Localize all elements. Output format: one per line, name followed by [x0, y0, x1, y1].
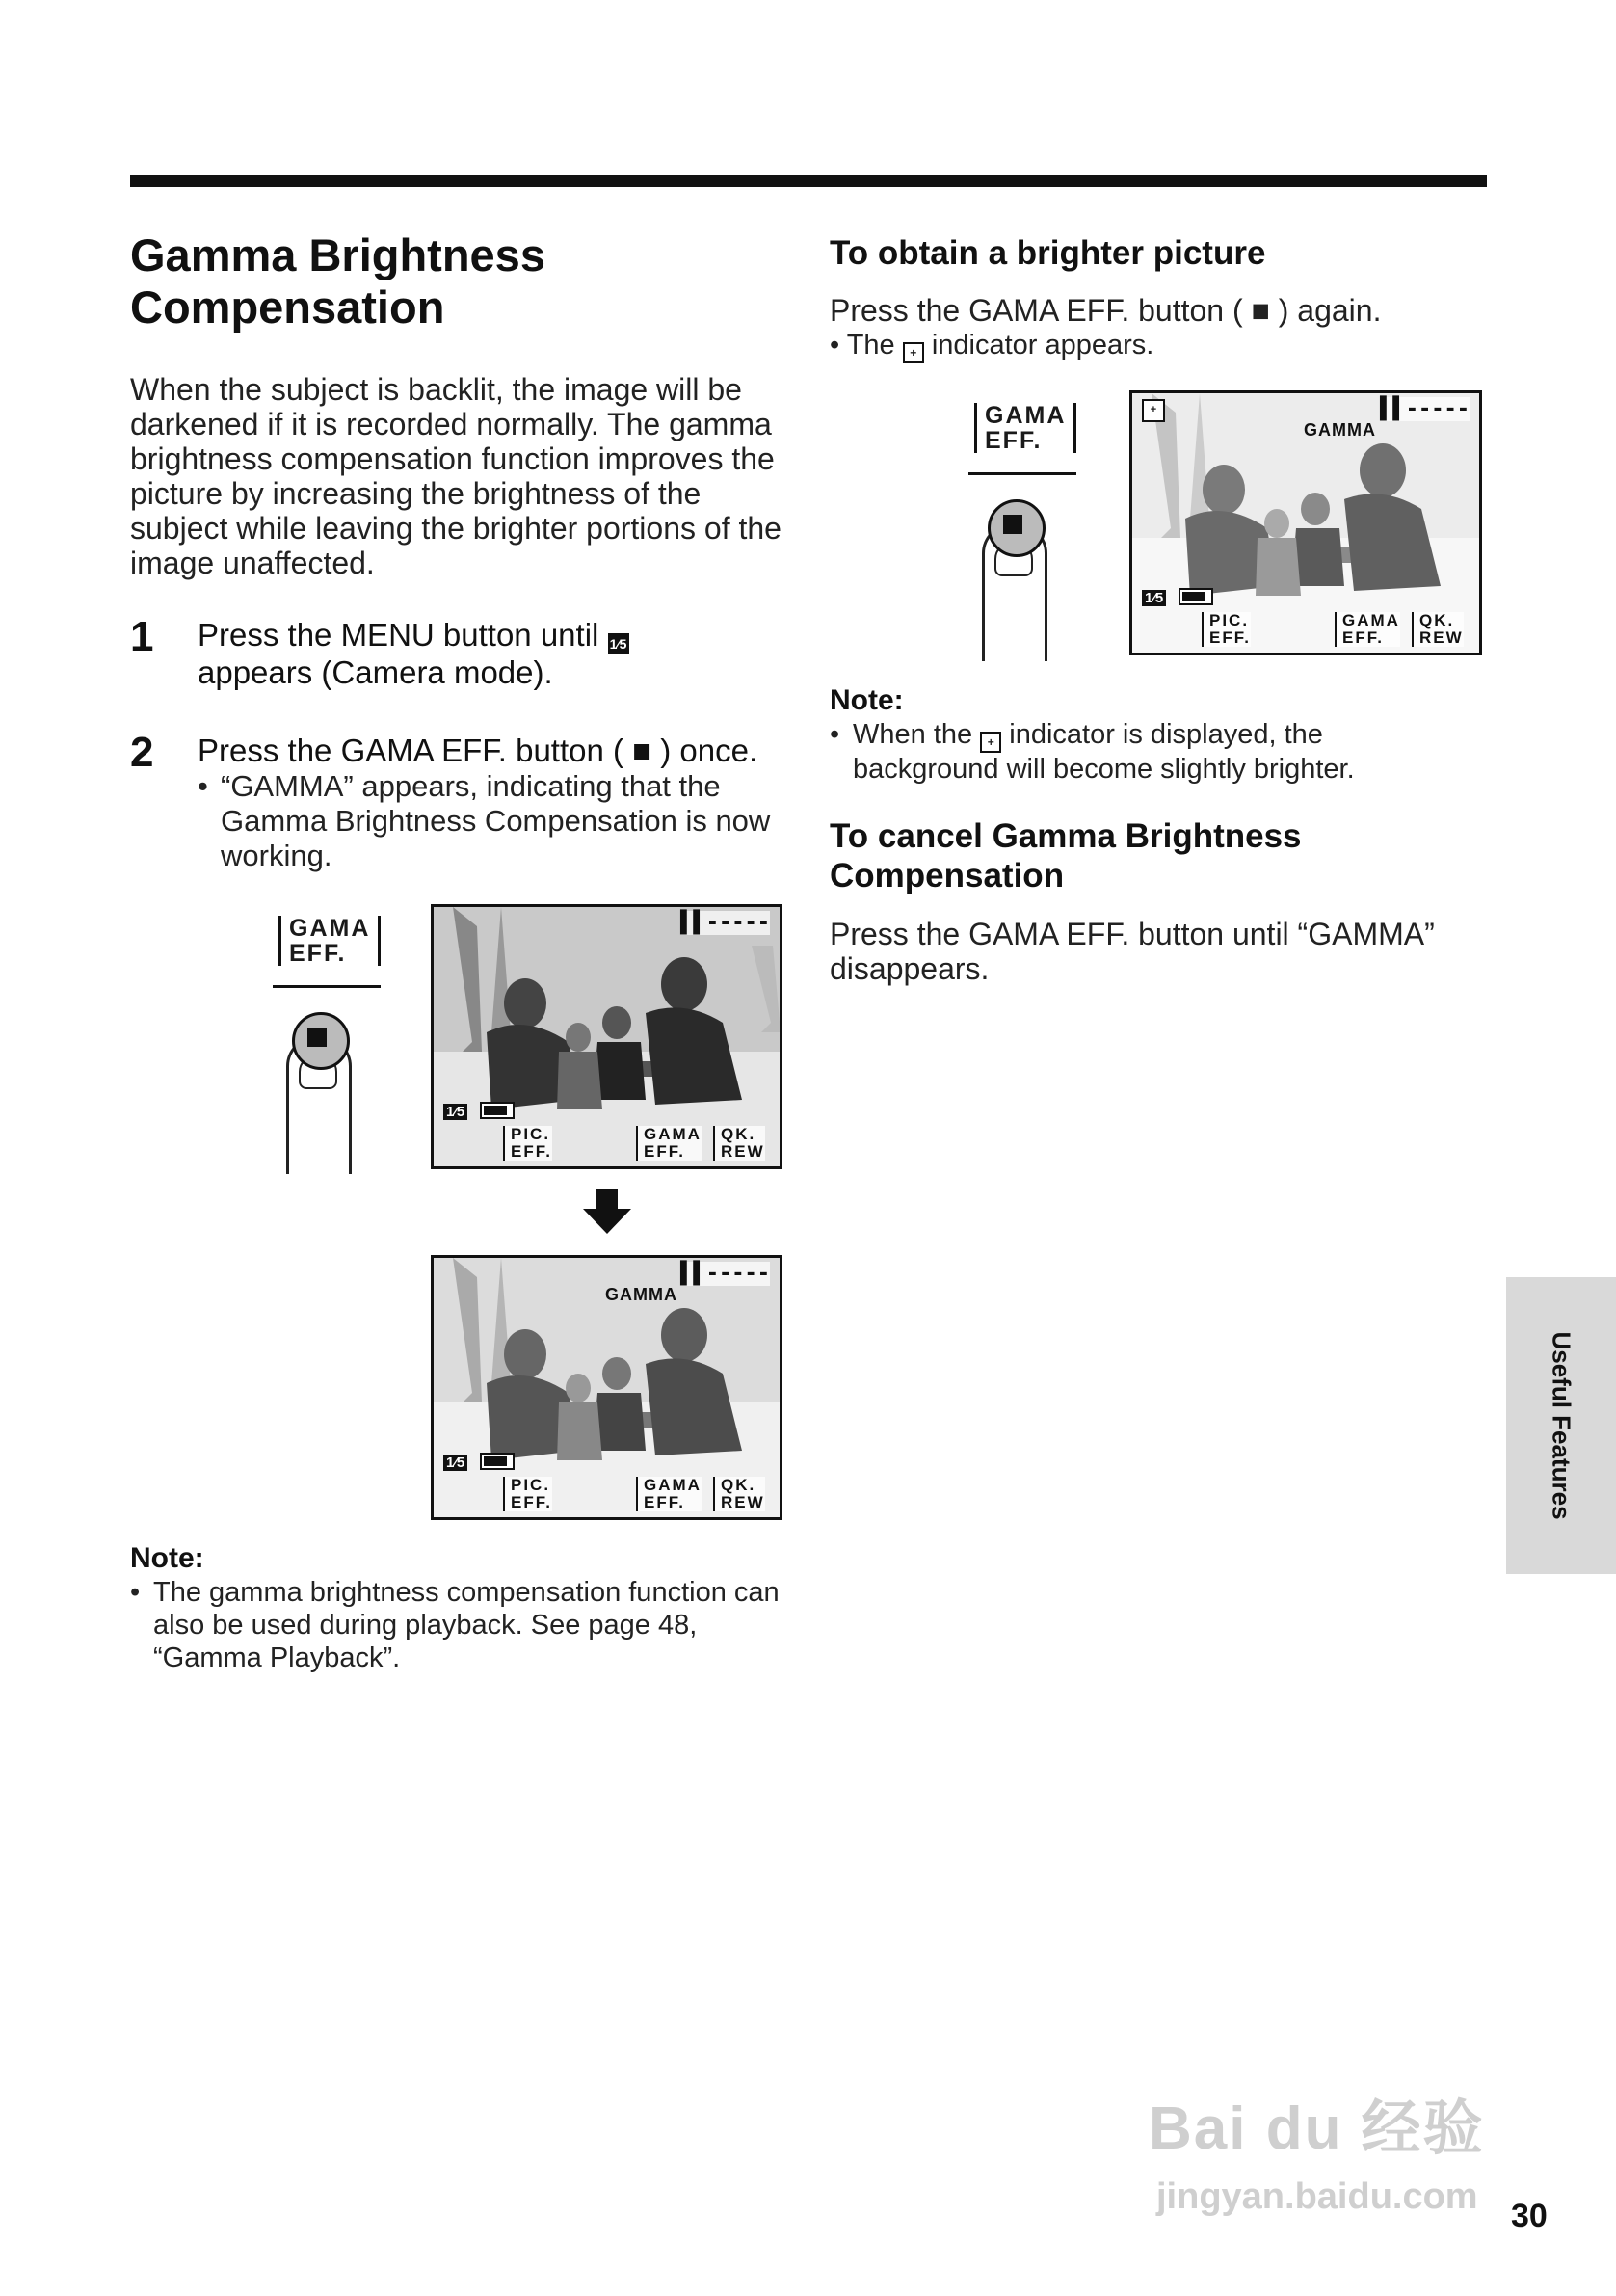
softkey-pic-eff: PIC. EFF. — [1202, 612, 1251, 647]
gama-eff-button-figure — [273, 916, 388, 1176]
step-number: 2 — [130, 729, 154, 776]
step-number: 1 — [130, 613, 154, 660]
mode-icon: 1⁄5 — [443, 1455, 467, 1471]
softkey-gama-eff: GAMA EFF. — [636, 1126, 702, 1161]
gamma-plus-icon: + — [903, 342, 924, 363]
cancel-heading: To cancel Gamma Brightness Compensation — [830, 817, 1302, 894]
brighter-text: Press the GAMA EFF. button ( ■ ) again. — [830, 293, 1382, 328]
button-label: GAMA EFF. — [278, 916, 381, 966]
brighter-heading: To obtain a brighter picture — [830, 234, 1266, 272]
softkey-pic-eff: PIC. EFF. — [503, 1126, 552, 1161]
watermark: Bai du 经验 jingyan.baidu.com — [1149, 2096, 1485, 2217]
softkey-qk-rew: QK. REW — [1412, 612, 1464, 647]
softkey-qk-rew: QK. REW — [713, 1477, 765, 1511]
battery-icon — [480, 1453, 515, 1470]
battery-icon — [480, 1102, 515, 1119]
list-item: • “GAMMA” appears, indicating that the Gamma Brightness Compensation is now working. — [198, 769, 771, 872]
note-heading: Note: — [130, 1542, 204, 1574]
gamma-label: GAMMA — [1304, 420, 1376, 440]
gamma-plus-icon: + — [980, 732, 1001, 753]
softkey-gama-eff: GAMA EFF. — [636, 1477, 702, 1511]
page-number: 30 — [1511, 2198, 1548, 2234]
timecode-display: ▌▌----- — [1380, 397, 1470, 421]
softkey-gama-eff: GAMA EFF. — [1335, 612, 1400, 647]
step-1 — [130, 613, 805, 704]
mode-icon: 1⁄5 — [443, 1104, 467, 1120]
stop-square-icon — [1003, 515, 1022, 534]
softkey-qk-rew: QK. REW — [713, 1126, 765, 1161]
side-tab-label: Useful Features — [1547, 1331, 1576, 1520]
timecode-display: ▌▌----- — [680, 911, 770, 935]
gamma-label: GAMMA — [605, 1285, 677, 1304]
step-text: Press the MENU button until 1⁄5 appears (Camera mode). — [198, 617, 814, 691]
note-text: • The gamma brightness compensation function can also be used during playback. See page 48, “Gamma Playback”. — [130, 1577, 780, 1673]
brighter-bullet: • The + indicator appears. — [830, 328, 1446, 363]
battery-icon — [1179, 588, 1213, 605]
down-arrow-icon — [583, 1189, 631, 1234]
timecode-display: ▌▌----- — [680, 1262, 770, 1286]
gama-eff-button-figure — [968, 403, 1084, 663]
side-tab — [1506, 1277, 1616, 1574]
mode-icon: 1⁄5 — [1142, 590, 1166, 606]
mode-icon: 1⁄5 — [608, 633, 629, 654]
button-label: GAMA EFF. — [974, 403, 1076, 453]
note-heading: Note: — [830, 684, 904, 716]
lcd-screen-gamma — [431, 1255, 782, 1520]
stop-square-icon — [307, 1028, 327, 1047]
page-title: Gamma Brightness Compensation — [130, 229, 545, 333]
note-text: • When the + indicator is displayed, the background will become slightly brighter. — [830, 719, 1355, 785]
lcd-screen-brighter — [1129, 390, 1482, 655]
softkey-pic-eff: PIC. EFF. — [503, 1477, 552, 1511]
intro-paragraph: When the subject is backlit, the image will be darkened if it is recorded normally. The gamma brightness compensation function improves the picture by increasing the brightness of the subject while leaving the brighter portions of the image unaffected. — [130, 372, 782, 580]
gamma-plus-icon: + — [1142, 399, 1165, 422]
lcd-screen-before — [431, 904, 782, 1169]
step-2 — [130, 729, 805, 877]
step-text: Press the GAMA EFF. button ( ■ ) once. • “GAMMA” appears, indicating that the Gamma Brightness Compensation is now working. — [198, 733, 814, 873]
cancel-text: Press the GAMA EFF. button until “GAMMA” disappears. — [830, 917, 1435, 986]
top-rule — [130, 175, 1487, 187]
